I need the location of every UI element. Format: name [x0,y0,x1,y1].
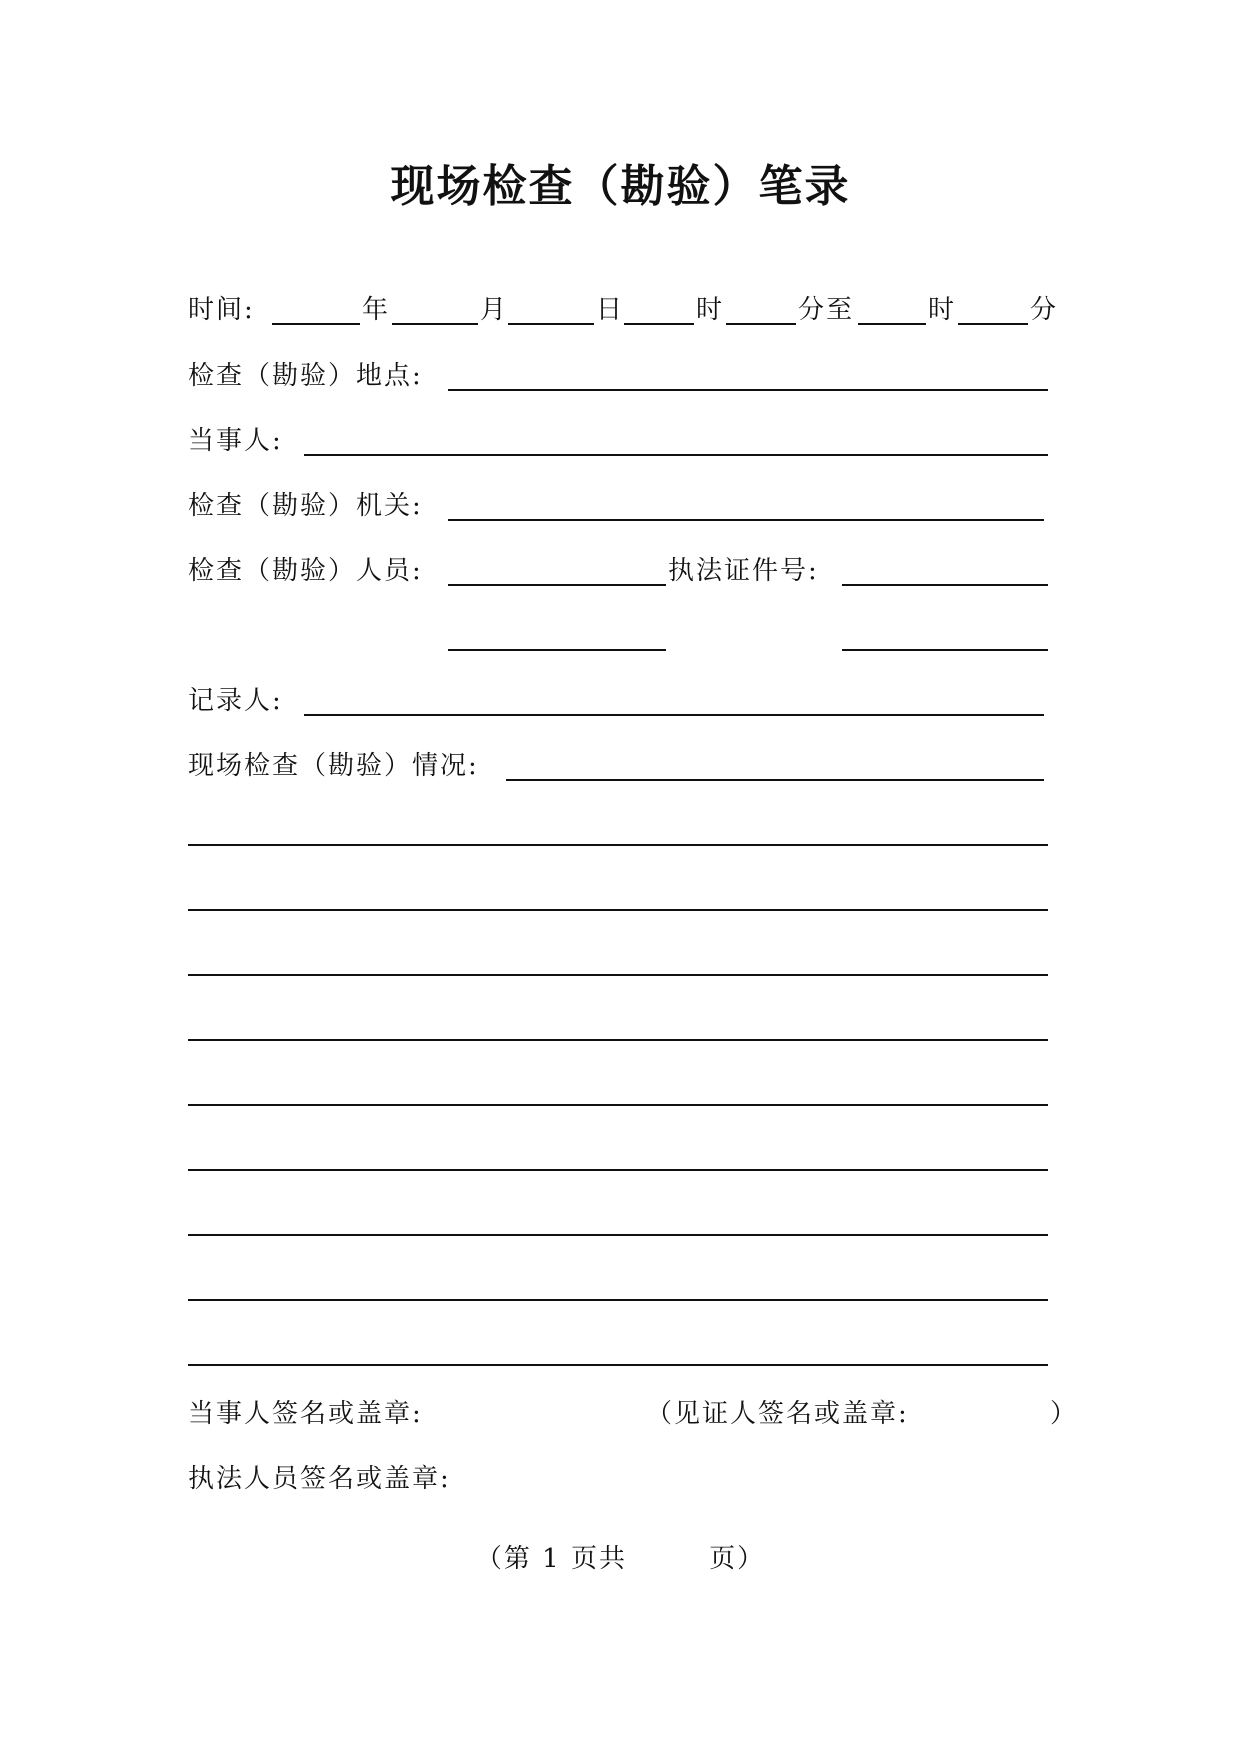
page-counter [0,1538,1241,1575]
inspector-2-input-line[interactable] [448,649,666,651]
situation-line-3[interactable] [188,974,1048,976]
party-signature-label: 当事人签名或盖章: [188,1399,423,1429]
agency-input-line[interactable] [448,519,1044,521]
end-minute-label: 分 [1030,295,1059,325]
situation-line-6[interactable] [188,1169,1048,1171]
month-label: 月 [480,295,509,325]
document-title: 现场检查（勘验）笔录 [390,161,851,212]
cert-no-1-input-line[interactable] [842,584,1048,586]
situation-line-4[interactable] [188,1039,1048,1041]
end-minute-input-line[interactable] [958,323,1028,325]
party-label: 当事人: [188,426,283,456]
situation-line-9[interactable] [188,1364,1048,1366]
cert-no-label: 执法证件号: [668,556,819,586]
hour-label: 时 [696,295,725,325]
situation-input-line[interactable] [506,779,1044,781]
hour-input-line[interactable] [624,323,694,325]
recorder-label: 记录人: [188,686,283,716]
location-input-line[interactable] [448,389,1048,391]
minute-input-line[interactable] [726,323,796,325]
witness-signature-label: （见证人签名或盖章: [646,1399,909,1429]
agency-label: 检查（勘验）机关: [188,491,423,521]
witness-close-paren: ） [1050,1399,1079,1429]
month-input-line[interactable] [392,323,478,325]
situation-line-2[interactable] [188,909,1048,911]
time-label: 时间: [188,295,255,325]
situation-label: 现场检查（勘验）情况: [188,751,479,781]
end-hour-input-line[interactable] [858,323,926,325]
year-label: 年 [362,295,391,325]
situation-line-7[interactable] [188,1234,1048,1236]
minute-to-label: 分至 [798,295,855,325]
situation-line-8[interactable] [188,1299,1048,1301]
cert-no-2-input-line[interactable] [842,649,1048,651]
recorder-input-line[interactable] [304,714,1044,716]
end-hour-label: 时 [928,295,957,325]
location-label: 检查（勘验）地点: [188,361,423,391]
situation-line-1[interactable] [188,844,1048,846]
page-counter-text: （第 1 页共 页） [475,1544,766,1574]
day-input-line[interactable] [508,323,594,325]
party-input-line[interactable] [304,454,1048,456]
inspector-1-input-line[interactable] [448,584,666,586]
situation-line-5[interactable] [188,1104,1048,1106]
day-label: 日 [596,295,625,325]
inspectors-label: 检查（勘验）人员: [188,556,423,586]
officer-signature-label: 执法人员签名或盖章: [188,1464,451,1494]
year-input-line[interactable] [272,323,360,325]
